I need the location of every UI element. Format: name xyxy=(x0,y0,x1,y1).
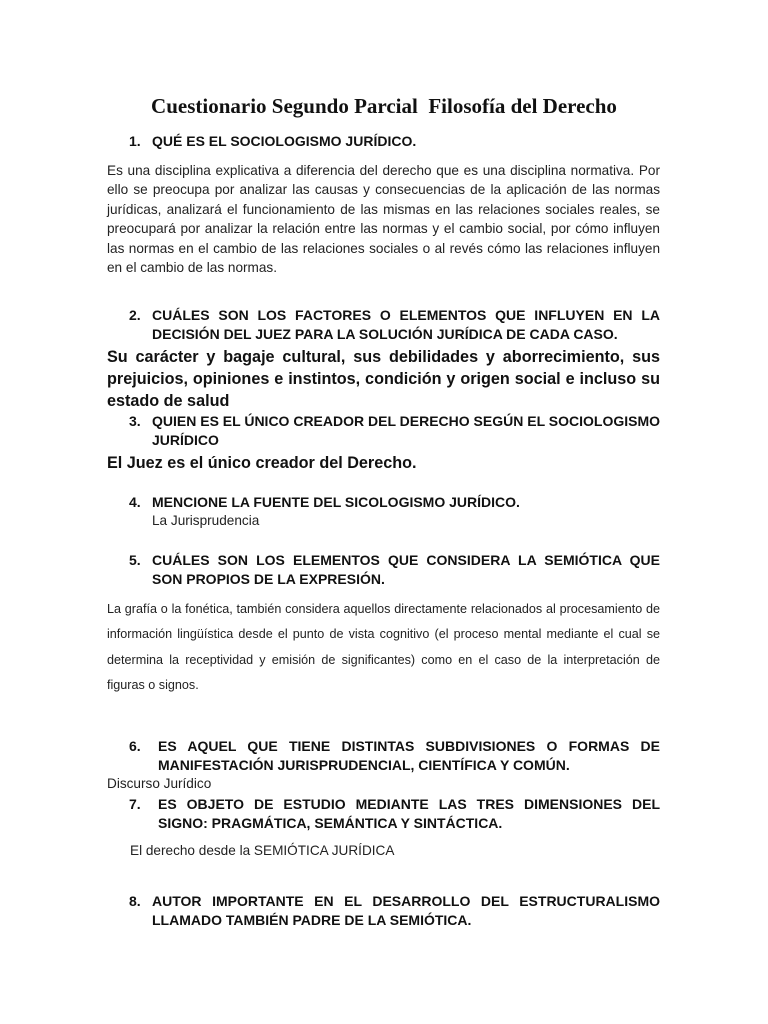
question-number: 8. xyxy=(129,893,141,909)
question-number: 3. xyxy=(129,413,141,429)
answer-3: El Juez es el único creador del Derecho. xyxy=(107,454,417,472)
question-number: 7. xyxy=(129,796,141,812)
question-text: ES OBJETO DE ESTUDIO MEDIANTE LAS TRES DIMENSIONES DEL SIGNO: PRAGMÁTICA, SEMÁNTICA Y SINTÁCTICA. xyxy=(158,796,660,831)
answer-4: La Jurisprudencia xyxy=(152,513,260,528)
answer-7: El derecho desde la SEMIÓTICA JURÍDICA xyxy=(130,843,395,858)
question-8 xyxy=(129,892,660,929)
question-text: ES AQUEL QUE TIENE DISTINTAS SUBDIVISIONES O FORMAS DE MANIFESTACIÓN JURISPRUDENCIAL, CIENTÍFICA Y COMÚN. xyxy=(158,738,660,773)
question-number: 2. xyxy=(129,307,141,323)
question-number: 5. xyxy=(129,552,141,568)
question-7 xyxy=(129,795,660,832)
answer-2: Su carácter y bagaje cultural, sus debilidades y aborrecimiento, sus prejuicios, opiniones e instintos, condición y origen social e incluso su estado de salud xyxy=(107,348,660,410)
question-number: 1. xyxy=(129,133,141,149)
question-5 xyxy=(129,551,660,588)
question-number: 4. xyxy=(129,494,141,510)
question-text: CUÁLES SON LOS ELEMENTOS QUE CONSIDERA LA SEMIÓTICA QUE SON PROPIOS DE LA EXPRESIÓN. xyxy=(152,552,660,587)
answer-1: Es una disciplina explicativa a diferencia del derecho que es una disciplina normativa. Por ello se preocupa por analizar las causas y consecuencias de la aplicación de las normas jurídicas, analizará el funcionamiento de las mismas en las relaciones sociales reales, se preocupará por analizar la relación entre las normas y el cambio social, por cómo influyen las normas en el cambio de las relaciones sociales o al revés cómo las relaciones influyen en el cambio de las normas. xyxy=(107,163,660,276)
question-4 xyxy=(129,493,660,512)
question-number: 6. xyxy=(129,738,141,754)
question-text: QUIEN ES EL ÚNICO CREADOR DEL DERECHO SEGÚN EL SOCIOLOGISMO JURÍDICO xyxy=(152,413,660,448)
question-text: CUÁLES SON LOS FACTORES O ELEMENTOS QUE INFLUYEN EN LA DECISIÓN DEL JUEZ PARA LA SOLUCIÓN JURÍDICA DE CADA CASO. xyxy=(152,307,660,342)
question-3 xyxy=(129,412,660,449)
question-text: MENCIONE LA FUENTE DEL SICOLOGISMO JURÍDICO. xyxy=(152,494,520,510)
question-text: AUTOR IMPORTANTE EN EL DESARROLLO DEL ESTRUCTURALISMO LLAMADO TAMBIÉN PADRE DE LA SEMIÓTICA. xyxy=(152,893,660,928)
answer-5: La grafía o la fonética, también considera aquellos directamente relacionados al procesamiento de información lingüística desde el punto de vista cognitivo (el proceso mental mediante el cual se determina la receptividad y emisión de significantes) como en el caso de la interpretación de figuras o signos. xyxy=(107,602,660,692)
question-1 xyxy=(129,132,660,151)
question-text: QUÉ ES EL SOCIOLOGISMO JURÍDICO. xyxy=(152,133,417,149)
document-title: Cuestionario Segundo Parcial Filosofía del Derecho xyxy=(151,94,617,118)
answer-6: Discurso Jurídico xyxy=(107,776,212,791)
question-2 xyxy=(129,306,660,343)
question-6 xyxy=(129,737,660,774)
